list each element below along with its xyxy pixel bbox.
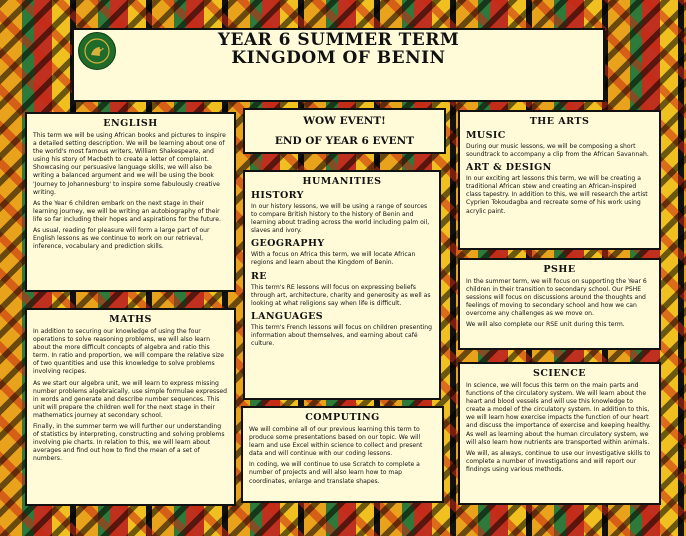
history-heading: HISTORY [251,190,304,201]
maths-heading: MATHS [109,314,152,325]
computing-panel [241,406,444,503]
languages-heading: LANGUAGES [251,310,324,322]
science-paragraph: We will, as always, continue to use our investigative skills to complete a number of investigations and will report our findings using various methods. [466,449,651,473]
geography-text: With a focus on Africa this term, we will locate African regions and learn about the Kingdom of Benin. [251,251,416,267]
maths-paragraph: Finally, in the summer term we will further our understanding of statistics by interpreting, constructing and solving problems involving pie charts. In relation to this, we will learn about averages and find out how to find the mean of a set of numbers. [33,423,225,463]
english-paragraph: This term we will be using African books and pictures to inspire a detailed setting description. We will be learning about one of the world's most famous writers, William Shakespeare, and using his story of Macbeth to create a letter of complaint. Showcasing our persuasive language skills, we will also be writing a balanced argument and we will be using the book 'Journey to Johannesburg' to inspire some fabulously creative writing. [33,132,226,196]
school-crest-icon [78,32,116,70]
english-panel [25,112,236,292]
computing-heading: COMPUTING [305,412,380,423]
title-panel [72,28,605,102]
music-text: During our music lessons, we will be composing a short soundtrack to accompany a clip from the African Savannah. [466,143,649,159]
art-design-text: In our exciting art lessons this term, we will be creating a traditional African stew and creating an African-inspired class tapestry. In addition to this, we will research the artist Cyprien Tokoudagba and recreate some of his work using acrylic paint. [466,175,648,215]
computing-paragraph: In coding, we will continue to use Scratch to complete a number of projects and will also learn how to map coordinates, enlarge and translate shapes. [249,461,420,485]
english-paragraph: As the Year 6 children embark on the next stage in their learning journey, we will be writing an autobiography of their life so far including their hopes and aspirations for the future. [33,199,221,223]
page-title: YEAR 6 SUMMER TERM [217,30,460,50]
music-heading: MUSIC [466,130,506,141]
science-panel [458,362,661,505]
languages-text: This term's French lessons will focus on children presenting information about themselves, and earning about café culture. [251,323,433,348]
science-paragraph: In science, we will focus this term on the main parts and functions of the circulatory system. We will learn about the heart and blood vessels and will use this knowledge to create a model of the circulatory system. In addition to this, we will learn how exercise impacts the function of our heart and discuss the importance of exercise and keeping healthy. As well as learning about the human circulatory system, we will also learn how nutrients are transported within animals. [466,382,651,446]
page-subtitle: KINGDOM OF BENIN [231,48,446,69]
re-heading: RE [251,270,267,282]
pshe-paragraph: We will also complete our RSE unit during this term. [466,321,625,329]
wow-event-name: END OF YEAR 6 EVENT [274,135,415,147]
humanities-heading: HUMANITIES [302,176,382,187]
arts-panel [458,110,661,250]
english-heading: ENGLISH [103,118,158,129]
maths-paragraph: As we start our algebra unit, we will learn to express missing number problems algebraically, use simple formulae expressed in words and generate and describe number sequences. This unit will prepare the children well for the next stage in their mathematics journey at secondary school. [33,379,228,419]
art-design-heading: ART & DESIGN [466,162,552,174]
pshe-heading: PSHE [543,264,576,275]
wow-event-title: WOW EVENT! [303,115,386,127]
maths-panel [25,308,236,506]
science-heading: SCIENCE [532,368,587,379]
wow-event-panel [243,108,446,154]
pshe-paragraph: In the summer term, we will focus on supporting the Year 6 children in their transition to secondary school. Our PSHE sessions will focus on discussions around the thoughts and feelings of moving to secondary school and how we can overcome any challenges as we move on. [466,278,647,318]
maths-paragraph: In addition to securing our knowledge of using the four operations to solve reasoning problems, we will also learn about the more difficult concepts of algebra and ratio this term. In ratio and proportion, we will compare the relative size of two quantities and use this knowledge to solve problems involving recipes. [33,328,224,376]
re-text: This term's RE lessons will focus on expressing beliefs through art, architecture, charity and generosity as well as looking at what religions say when life is difficult. [251,283,431,307]
pshe-panel [458,258,661,350]
computing-paragraph: We will combine all of our previous learning this term to produce some presentations based on our topic. We will learn and use Excel within science to collect and present data and will continue with our coding lessons. [249,426,423,458]
geography-heading: GEOGRAPHY [251,238,325,250]
history-text: In our history lessons, we will be using a range of sources to compare British history to the history of Benin and learning about trading across the world including palm oil, slaves and ivory. [251,203,430,235]
english-paragraph: As usual, reading for pleasure will form a large part of our English lessons as we continue to work on our retrieval, inference, vocabulary and prediction skills. [33,227,210,251]
arts-heading: THE ARTS [529,116,590,127]
humanities-panel [243,170,441,400]
